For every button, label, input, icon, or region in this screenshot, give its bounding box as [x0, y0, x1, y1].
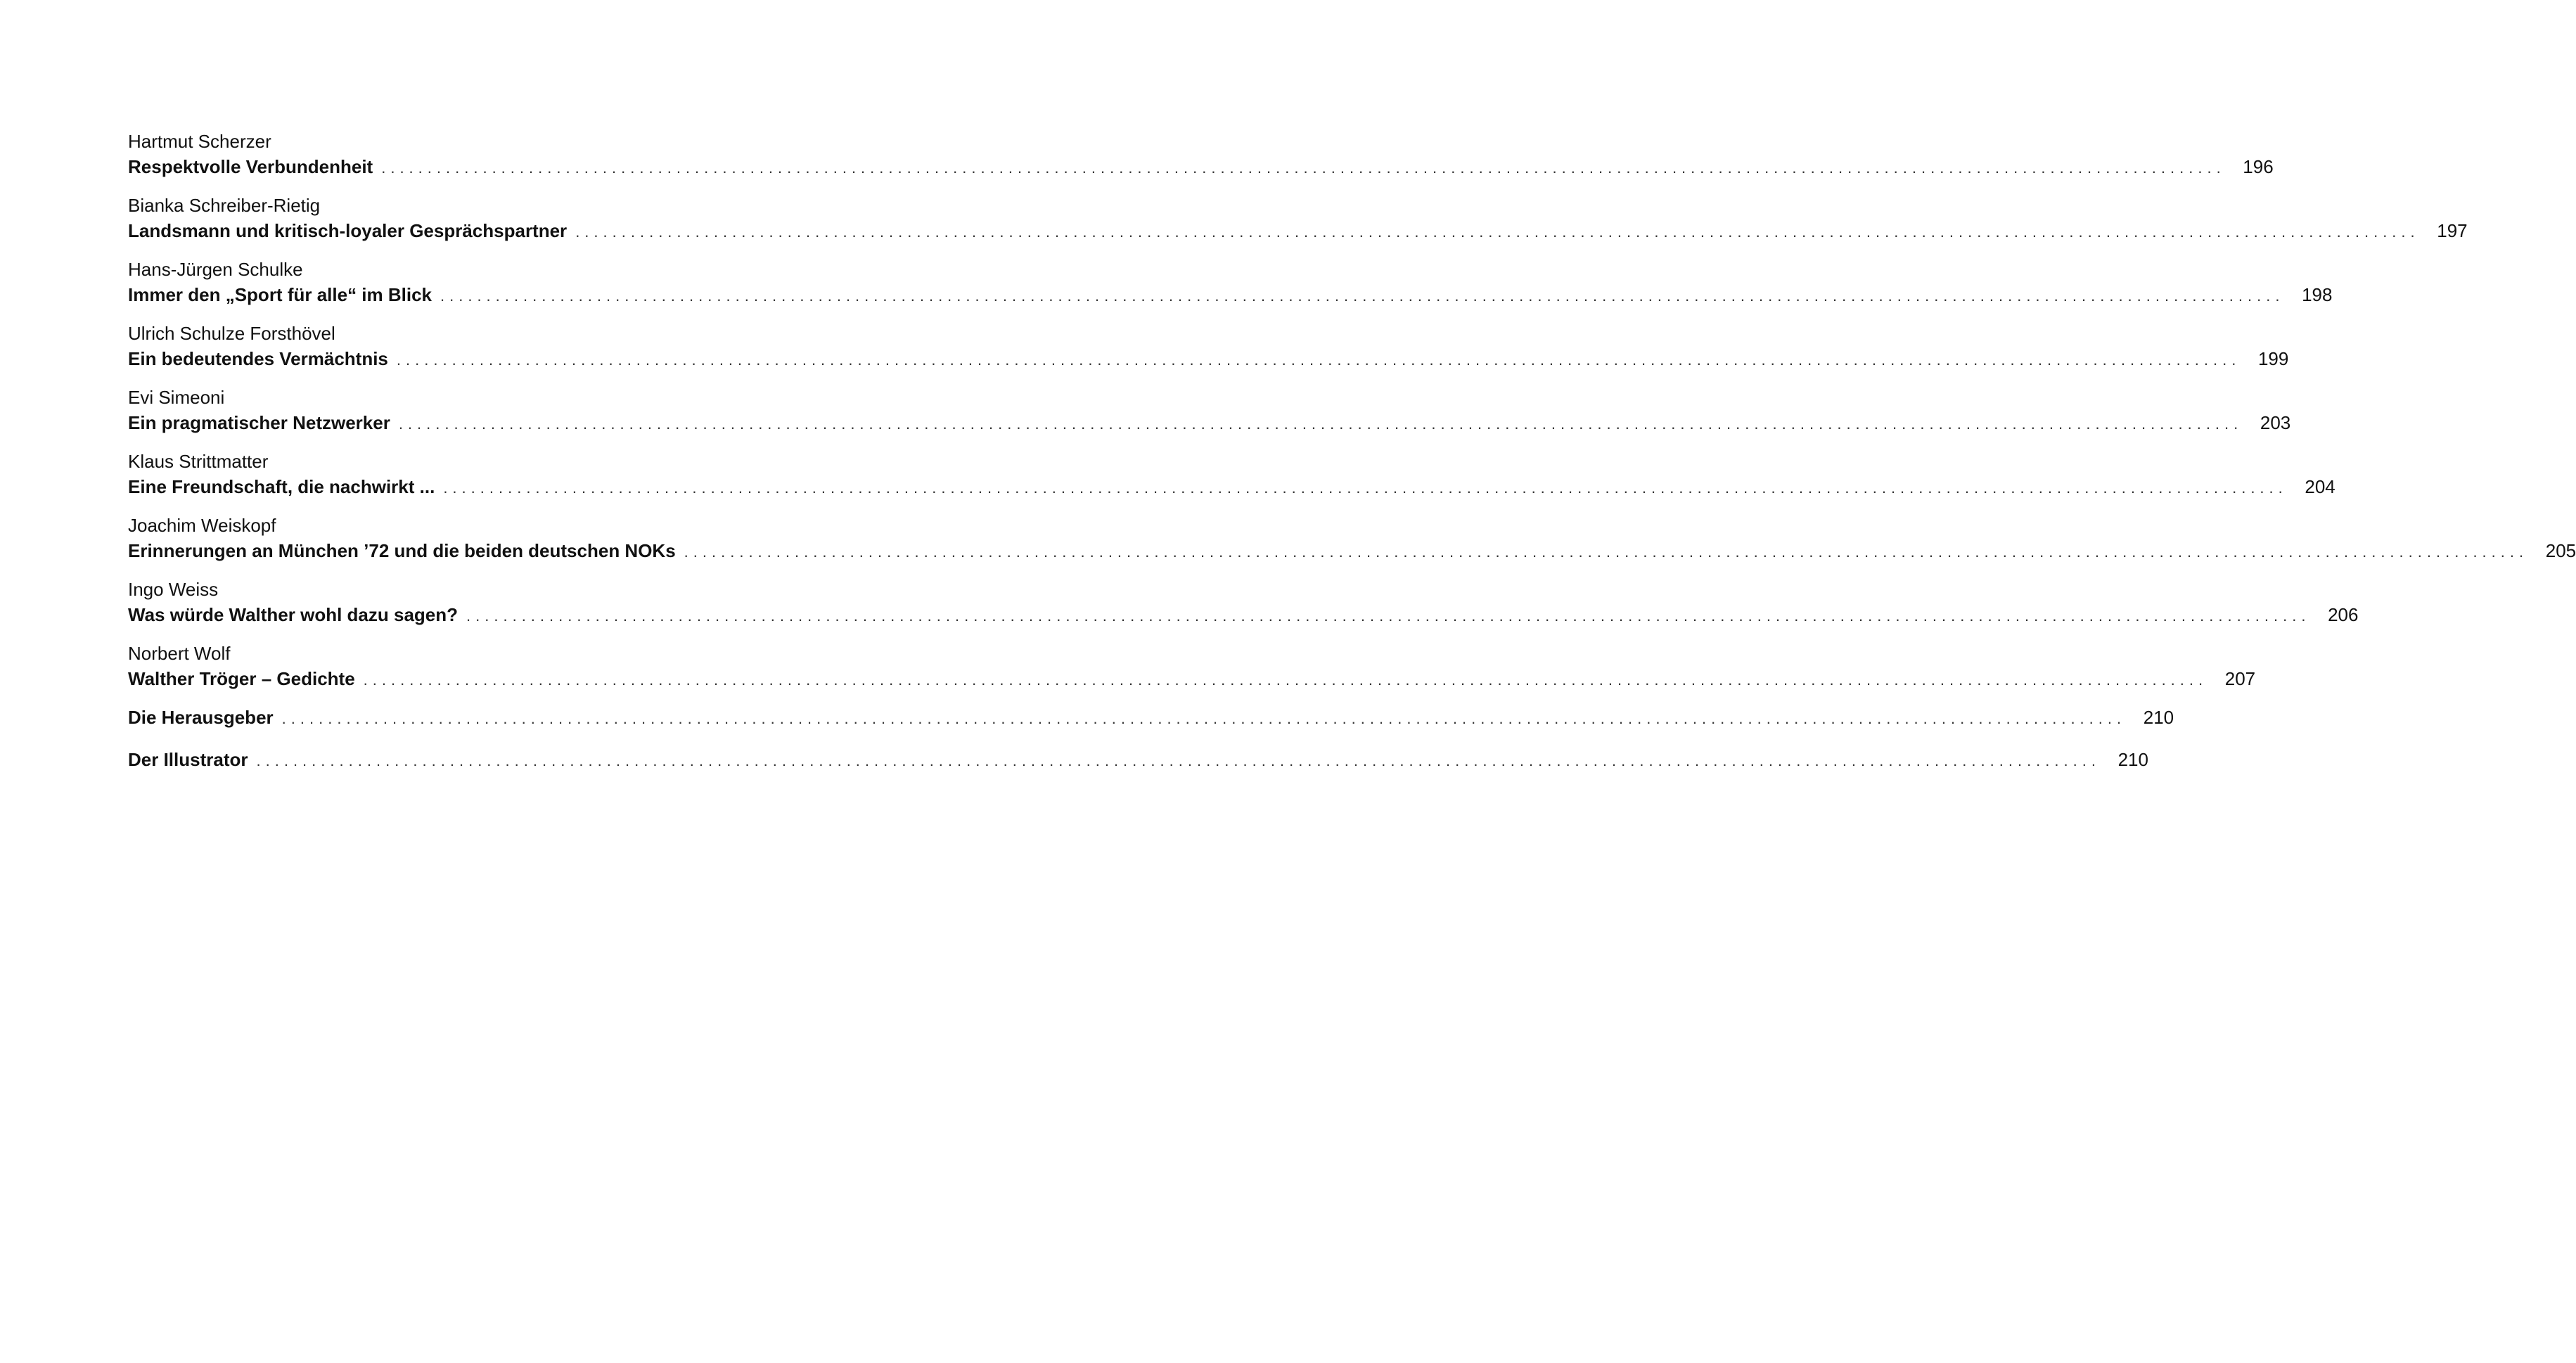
toc-entry: [128, 257, 2333, 309]
entry-author: Evi Simeoni: [128, 387, 225, 408]
entry-page-number: 203: [2260, 412, 2291, 433]
entry-page-number: 205: [2545, 540, 2576, 561]
dot-leader: ........................................................................................................................................................................................................: [396, 351, 2241, 369]
entry-title-line[interactable]: [128, 218, 2468, 245]
entry-title: Landsmann und kritisch-loyaler Gesprächspartner: [128, 220, 568, 241]
entry-title-line[interactable]: [128, 154, 2274, 181]
entry-page-number: 206: [2328, 604, 2359, 625]
entry-title-line[interactable]: [128, 666, 2256, 693]
toc-entry: [128, 193, 2468, 245]
entry-page-number: 199: [2257, 348, 2289, 369]
entry-title-line[interactable]: [128, 538, 2576, 565]
dot-leader: ........................................................................................................................................................................................................: [381, 159, 2226, 177]
entry-page-number: 210: [2143, 707, 2174, 728]
entry-page-number: 197: [2437, 220, 2468, 241]
entry-author: Norbert Wolf: [128, 643, 231, 664]
toc-entry: [128, 641, 2256, 693]
entry-title: Der Illustrator: [128, 749, 248, 770]
entry-page-number: 204: [2305, 476, 2335, 497]
dot-leader: ........................................................................................................................................................................................................: [440, 287, 2285, 305]
entry-author: Ingo Weiss: [128, 579, 219, 600]
entry-title: Die Herausgeber: [128, 707, 274, 728]
entry-author: Hartmut Scherzer: [128, 131, 271, 152]
entry-title-line[interactable]: [128, 747, 2148, 774]
entry-title: Immer den „Sport für alle“ im Blick: [128, 284, 432, 305]
entry-title: Walther Tröger – Gedichte: [128, 668, 355, 689]
toc-entry: [128, 321, 2289, 373]
entry-title-line[interactable]: [128, 602, 2359, 629]
toc-entry: [128, 449, 2335, 501]
entry-title: Eine Freundschaft, die nachwirkt ...: [128, 476, 435, 497]
entry-author: Hans-Jürgen Schulke: [128, 259, 303, 280]
dot-leader: ........................................................................................................................................................................................................: [398, 415, 2243, 433]
entry-title-line[interactable]: [128, 474, 2335, 501]
entry-title-line[interactable]: [128, 346, 2289, 373]
entry-title-line[interactable]: [128, 705, 2174, 731]
dot-leader: ........................................................................................................................................................................................................: [363, 671, 2208, 689]
toc-entry: [128, 577, 2359, 629]
toc-entry-editors: [128, 705, 2174, 731]
entry-author: Klaus Strittmatter: [128, 451, 269, 472]
dot-leader: ........................................................................................................................................................................................................: [256, 752, 2101, 769]
entry-title: Respektvolle Verbundenheit: [128, 156, 373, 177]
toc-entry: [128, 129, 2274, 181]
entry-title: Ein pragmatischer Netzwerker: [128, 412, 390, 433]
dot-leader: ........................................................................................................................................................................................................: [466, 607, 2311, 625]
entry-page-number: 196: [2243, 156, 2274, 177]
table-of-contents: [128, 129, 2576, 789]
toc-entry-illustrator: [128, 747, 2148, 774]
entry-title: Ein bedeutendes Vermächtnis: [128, 348, 388, 369]
toc-entry: [128, 385, 2291, 437]
entry-title-line[interactable]: [128, 282, 2333, 309]
dot-leader: ........................................................................................................................................................................................................: [443, 479, 2288, 497]
dot-leader: ........................................................................................................................................................................................................: [575, 223, 2420, 241]
entry-title-line[interactable]: [128, 410, 2291, 437]
dot-leader: ........................................................................................................................................................................................................: [684, 543, 2529, 561]
entry-title: Was würde Walther wohl dazu sagen?: [128, 604, 459, 625]
toc-entry: [128, 513, 2576, 565]
entry-title: Erinnerungen an München ’72 und die beiden deutschen NOKs: [128, 540, 676, 561]
entry-page-number: 198: [2302, 284, 2333, 305]
entry-page-number: 210: [2117, 749, 2148, 770]
entry-author: Bianka Schreiber-Rietig: [128, 195, 321, 216]
entry-page-number: 207: [2224, 668, 2256, 689]
dot-leader: ........................................................................................................................................................................................................: [281, 710, 2127, 727]
entry-author: Ulrich Schulze Forsthövel: [128, 323, 335, 344]
entry-author: Joachim Weiskopf: [128, 515, 276, 536]
